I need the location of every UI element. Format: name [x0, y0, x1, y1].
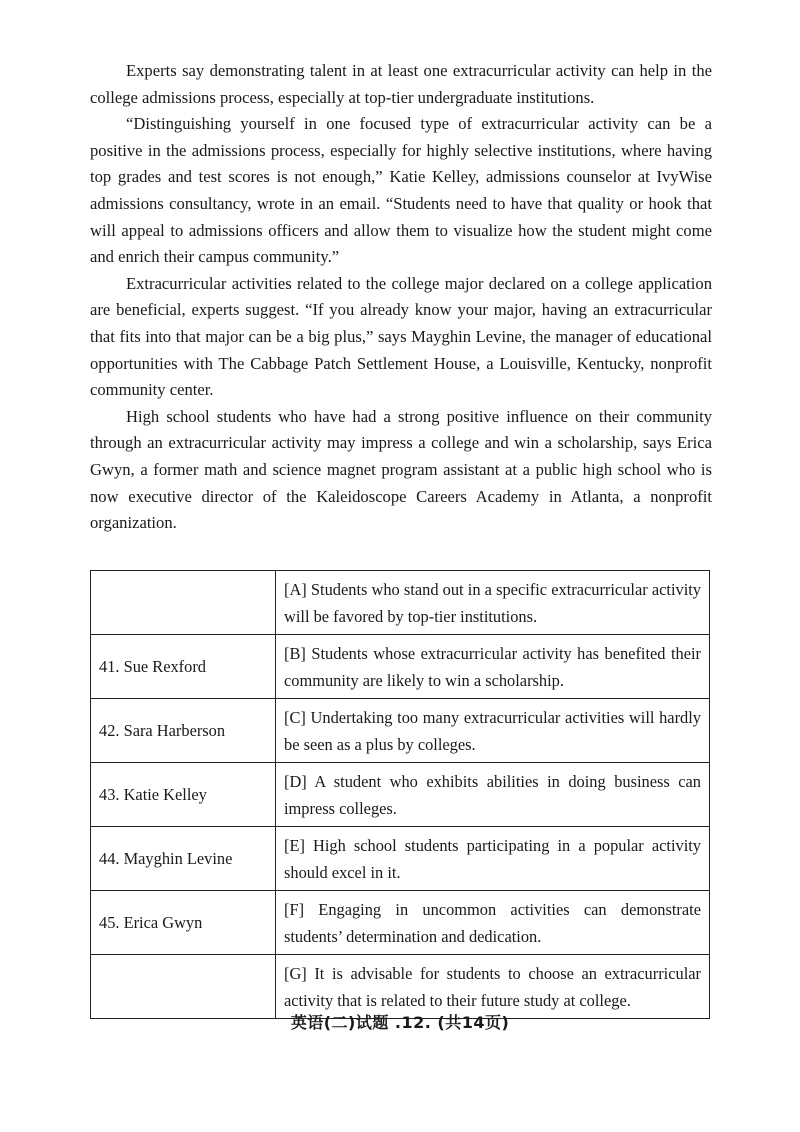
table-row [91, 763, 710, 827]
person-name-cell [91, 571, 276, 635]
reading-passage [90, 58, 712, 537]
option-cell: [C] Undertaking too many extracurricular activities will hardly be seen as a plus by colleges. [276, 699, 710, 763]
passage-paragraph: Experts say demonstrating talent in at least one extracurricular activity can help in the college admissions process, especially at top-tier undergraduate institutions. [90, 61, 712, 107]
person-name-cell [91, 955, 276, 1019]
passage-paragraph: Extracurricular activities related to the college major declared on a college application are beneficial, experts suggest. “If you already know your major, having an extracurricular that fits into that major can be a big plus,” says Mayghin Levine, the manager of educational opportunities with The Cabbage Patch Settlement House, a Louisville, Kentucky, nonprofit community center. [90, 273, 712, 400]
table-row [91, 891, 710, 955]
option-cell: [F] Engaging in uncommon activities can demonstrate students’ determination and dedication. [276, 891, 710, 955]
table-row [91, 635, 710, 699]
option-cell: [G] It is advisable for students to choose an extracurricular activity that is related to their future study at college. [276, 955, 710, 1019]
person-name-cell: 41. Sue Rexford [91, 635, 276, 699]
table-row [91, 571, 710, 635]
table-row [91, 699, 710, 763]
option-cell: [E] High school students participating in a popular activity should excel in it. [276, 827, 710, 891]
table-row [91, 827, 710, 891]
option-cell: [A] Students who stand out in a specific extracurricular activity will be favored by top-tier institutions. [276, 571, 710, 635]
passage-paragraph: High school students who have had a strong positive influence on their community through an extracurricular activity may impress a college and win a scholarship, says Erica Gwyn, a former math and science magnet program assistant at a public high school who is now executive director of the Kaleidoscope Careers Academy in Atlanta, a nonprofit organization. [90, 406, 712, 533]
table-row [91, 955, 710, 1019]
person-name-cell: 45. Erica Gwyn [91, 891, 276, 955]
matching-table [90, 570, 710, 1019]
passage-paragraph: “Distinguishing yourself in one focused type of extracurricular activity can be a positive in the admissions process, especially for highly selective institutions, where having top grades and test scores is not enough,” Katie Kelley, admissions counselor at IvyWise admissions consultancy, wrote in an email. “Students need to have that quality or hook that will appeal to admissions officers and allow them to visualize how the student might come and enrich their campus community.” [90, 114, 712, 267]
person-name-cell: 42. Sara Harberson [91, 699, 276, 763]
page-footer: 英语(二)试题 .12. (共14页) [290, 1013, 510, 1032]
option-cell: [B] Students whose extracurricular activity has benefited their community are likely to win a scholarship. [276, 635, 710, 699]
option-cell: [D] A student who exhibits abilities in doing business can impress colleges. [276, 763, 710, 827]
person-name-cell: 43. Katie Kelley [91, 763, 276, 827]
person-name-cell: 44. Mayghin Levine [91, 827, 276, 891]
